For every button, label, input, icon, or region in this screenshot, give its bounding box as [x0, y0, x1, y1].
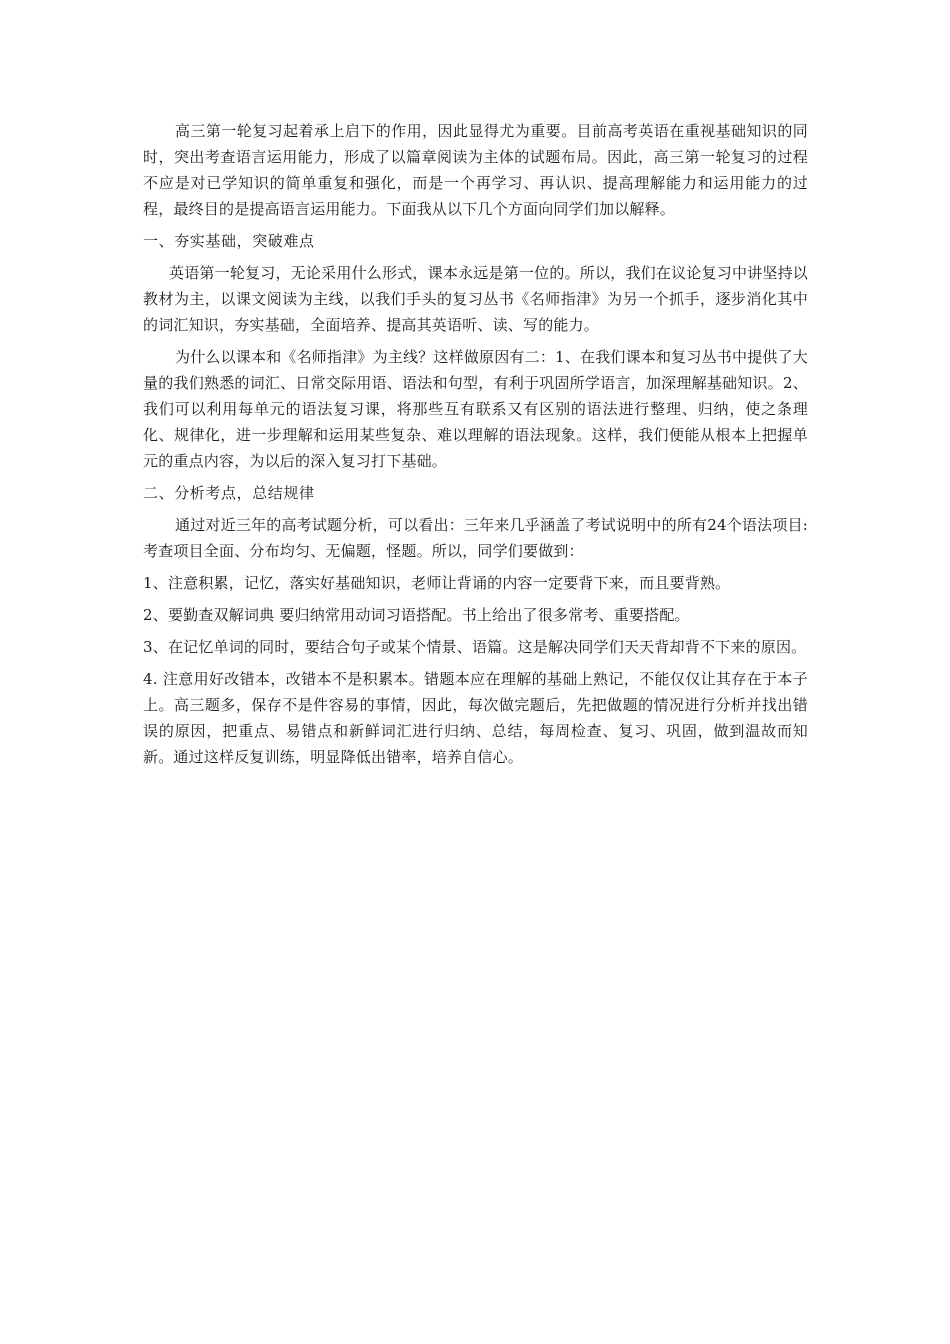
section1-paragraph-2: 为什么以课本和《名师指津》为主线？这样做原因有二：1、在我们课本和复习丛书中提供了大量的我们熟悉的词汇、日常交际用语、语法和句型，有利于巩固所学语言，加深理解基础知识。2、我们可以利用每单元的语法复习课，将那些互有联系又有区别的语法进行整理、归纳，使之条理化、规律化，进一步理解和运用某些复杂、难以理解的语法现象。这样，我们便能从根本上把握单元的重点内容，为以后的深入复习打下基础。: [143, 348, 808, 470]
intro-paragraph: 高三第一轮复习起着承上启下的作用，因此显得尤为重要。目前高考英语在重视基础知识的同时，突出考查语言运用能力，形成了以篇章阅读为主体的试题布局。因此，高三第一轮复习的过程不应是对已学知识的简单重复和强化，而是一个再学习、再认识、提高理解能力和运用能力的过程，最终目的是提高语言运用能力。下面我从以下几个方面向同学们加以解释。: [143, 122, 808, 218]
list-item-1: 1、注意积累，记忆，落实好基础知识，老师让背诵的内容一定要背下来，而且要背熟。: [143, 574, 731, 592]
section2-paragraph-1: 通过对近三年的高考试题分析，可以看出：三年来几乎涵盖了考试说明中的所有24个语法项目:考查项目全面、分布均匀、无偏题，怪题。所以，同学们要做到：: [143, 516, 808, 560]
list-item-3: 3、在记忆单词的同时，要结合句子或某个情景、语篇。这是解决同学们天天背却背不下来的原因。: [143, 638, 807, 656]
section1-paragraph-1: 英语第一轮复习，无论采用什么形式，课本永远是第一位的。所以，我们在议论复习中讲坚持以教材为主，以课文阅读为主线，以我们手头的复习丛书《名师指津》为另一个抓手，逐步消化其中的词汇知识，夯实基础，全面培养、提高其英语听、读、写的能力。: [143, 264, 808, 334]
section1-heading: 一、夯实基础，突破难点: [143, 232, 315, 250]
document-page: [143, 118, 808, 776]
list-item-4: 4. 注意用好改错本，改错本不是积累本。错题本应在理解的基础上熟记，不能仅仅让其存在于本子上。高三题多，保存不是件容易的事情，因此，每次做完题后，先把做题的情况进行分析并找出错误的原因，把重点、易错点和新鲜词汇进行归纳、总结，每周检查、复习、巩固，做到温故而知新。通过这样反复训练，明显降低出错率，培养自信心。: [143, 670, 808, 766]
list-item-2: 2、要勤查双解词典 要归纳常用动词习语搭配。书上给出了很多常考、重要搭配。: [143, 606, 690, 624]
section2-heading: 二、分析考点，总结规律: [143, 484, 315, 502]
